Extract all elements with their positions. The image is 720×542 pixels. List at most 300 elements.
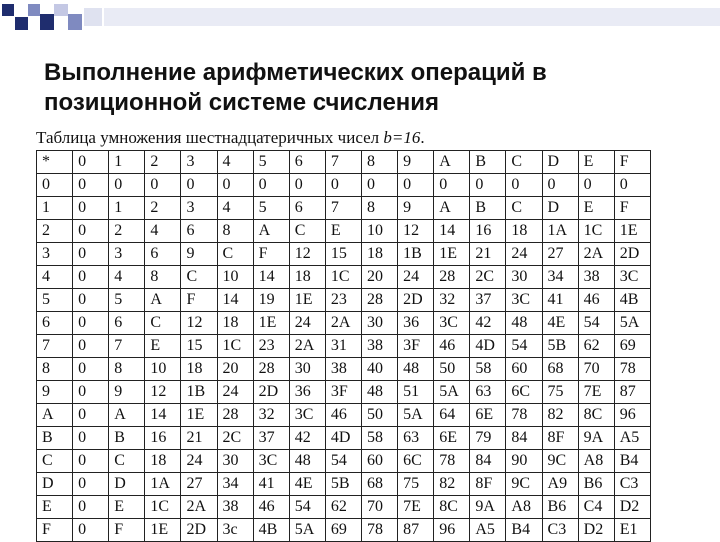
table-cell: 0 [73, 519, 109, 542]
table-cell: 16 [145, 427, 181, 450]
table-cell: 27 [181, 473, 217, 496]
header-cell: 4 [217, 151, 253, 174]
table-cell: 3c [217, 519, 253, 542]
table-cell: 20 [361, 266, 397, 289]
table-cell: E [145, 335, 181, 358]
square-decoration [40, 14, 54, 30]
table-cell: 46 [434, 335, 470, 358]
table-cell: 28 [361, 289, 397, 312]
table-cell: 30 [217, 450, 253, 473]
table-cell: 8F [470, 473, 506, 496]
table-cell: 63 [470, 381, 506, 404]
table-cell: 1B [398, 243, 434, 266]
table-cell: 4E [542, 312, 578, 335]
table-cell: 37 [470, 289, 506, 312]
table-cell: B6 [542, 496, 578, 519]
table-cell: 3C [289, 404, 325, 427]
table-cell: 96 [434, 519, 470, 542]
table-cell: 9C [506, 473, 542, 496]
table-cell: 0 [181, 174, 217, 197]
table-cell: 0 [73, 266, 109, 289]
table-cell: 1C [325, 266, 361, 289]
table-cell: 24 [217, 381, 253, 404]
caption-text: Таблица умножения шестнадцатеричных чисел [36, 128, 384, 147]
table-cell: 62 [578, 335, 614, 358]
table-cell: B [109, 427, 145, 450]
table-cell: E1 [614, 519, 650, 542]
square-decoration [28, 4, 40, 16]
table-cell: C4 [578, 496, 614, 519]
row-header-cell: 5 [37, 289, 73, 312]
table-cell: 3F [398, 335, 434, 358]
square-decoration [104, 8, 720, 26]
table-cell: 2 [145, 197, 181, 220]
table-cell: 0 [361, 174, 397, 197]
decorative-squares-bar [0, 0, 720, 34]
table-cell: 38 [578, 266, 614, 289]
table-cell: 38 [217, 496, 253, 519]
table-cell: 6C [506, 381, 542, 404]
table-cell: 5A [398, 404, 434, 427]
table-row [37, 496, 651, 519]
table-cell: 18 [289, 266, 325, 289]
table-cell: 1 [109, 197, 145, 220]
table-cell: 58 [361, 427, 397, 450]
table-cell: 18 [361, 243, 397, 266]
table-cell: 8 [145, 266, 181, 289]
table-cell: 2A [181, 496, 217, 519]
table-cell: A8 [506, 496, 542, 519]
table-cell: 14 [145, 404, 181, 427]
table-cell: 0 [325, 174, 361, 197]
table-cell: 10 [361, 220, 397, 243]
table-cell: 37 [253, 427, 289, 450]
table-row [37, 312, 651, 335]
table-cell: 19 [253, 289, 289, 312]
header-cell: 7 [325, 151, 361, 174]
table-cell: 18 [217, 312, 253, 335]
table-cell: 87 [614, 381, 650, 404]
table-cell: D2 [614, 496, 650, 519]
table-cell: 0 [506, 174, 542, 197]
table-row [37, 197, 651, 220]
table-cell: 46 [325, 404, 361, 427]
table-row [37, 174, 651, 197]
table-cell: 1E [253, 312, 289, 335]
table-row [37, 381, 651, 404]
table-cell: 3C [434, 312, 470, 335]
table-cell: 7E [578, 381, 614, 404]
table-cell: 3C [506, 289, 542, 312]
row-header-cell: C [37, 450, 73, 473]
table-cell: 18 [506, 220, 542, 243]
header-cell: 9 [398, 151, 434, 174]
table-cell: 4D [325, 427, 361, 450]
table-cell: C3 [542, 519, 578, 542]
table-row [37, 450, 651, 473]
table-cell: 48 [506, 312, 542, 335]
square-decoration [84, 8, 102, 26]
header-cell: * [37, 151, 73, 174]
row-header-cell: 4 [37, 266, 73, 289]
header-cell: A [434, 151, 470, 174]
table-cell: 0 [217, 174, 253, 197]
table-cell: 0 [542, 174, 578, 197]
table-row [37, 220, 651, 243]
table-cell: 4E [289, 473, 325, 496]
table-cell: 1C [578, 220, 614, 243]
table-cell: 21 [181, 427, 217, 450]
table-cell: 2A [289, 335, 325, 358]
table-cell: 5B [325, 473, 361, 496]
table-cell: F [253, 243, 289, 266]
table-cell: 4B [253, 519, 289, 542]
table-cell: 62 [325, 496, 361, 519]
table-cell: 28 [217, 404, 253, 427]
table-cell: A9 [542, 473, 578, 496]
table-cell: 0 [470, 174, 506, 197]
table-cell: 24 [398, 266, 434, 289]
table-cell: 78 [434, 450, 470, 473]
table-cell: 70 [361, 496, 397, 519]
header-cell: 1 [109, 151, 145, 174]
table-cell: E [325, 220, 361, 243]
table-cell: 0 [73, 174, 109, 197]
table-cell: 42 [470, 312, 506, 335]
table-cell: 36 [289, 381, 325, 404]
table-row [37, 335, 651, 358]
table-cell: D [542, 197, 578, 220]
table-cell: 23 [325, 289, 361, 312]
table-cell: 46 [578, 289, 614, 312]
table-cell: B4 [506, 519, 542, 542]
table-cell: 0 [73, 381, 109, 404]
table-cell: 78 [614, 358, 650, 381]
table-cell: B4 [614, 450, 650, 473]
table-cell: 7 [325, 197, 361, 220]
table-cell: 5A [614, 312, 650, 335]
table-cell: 14 [253, 266, 289, 289]
row-header-cell: 1 [37, 197, 73, 220]
table-caption [36, 128, 425, 148]
table-cell: 51 [398, 381, 434, 404]
table-cell: 54 [325, 450, 361, 473]
table-cell: 69 [325, 519, 361, 542]
table-cell: 12 [181, 312, 217, 335]
table-cell: 1E [289, 289, 325, 312]
table-cell: 90 [506, 450, 542, 473]
table-cell: 50 [434, 358, 470, 381]
table-cell: 0 [73, 473, 109, 496]
table-cell: C [506, 197, 542, 220]
table-cell: 2D [253, 381, 289, 404]
table-cell: 0 [289, 174, 325, 197]
table-cell: 15 [325, 243, 361, 266]
table-cell: F [181, 289, 217, 312]
table-cell: 2A [578, 243, 614, 266]
header-cell: E [578, 151, 614, 174]
table-cell: D2 [578, 519, 614, 542]
table-cell: 10 [217, 266, 253, 289]
row-header-cell: 3 [37, 243, 73, 266]
table-cell: 1C [145, 496, 181, 519]
table-cell: 6 [181, 220, 217, 243]
table-cell: 75 [398, 473, 434, 496]
row-header-cell: 2 [37, 220, 73, 243]
table-cell: 5 [253, 197, 289, 220]
table-cell: 32 [434, 289, 470, 312]
header-cell: 5 [253, 151, 289, 174]
table-cell: 36 [398, 312, 434, 335]
table-cell: 3 [181, 197, 217, 220]
table-cell: E [578, 197, 614, 220]
table-cell: A [145, 289, 181, 312]
table-cell: 2A [325, 312, 361, 335]
table-cell: C [217, 243, 253, 266]
table-cell: B6 [578, 473, 614, 496]
table-cell: 0 [73, 496, 109, 519]
table-cell: 4 [217, 197, 253, 220]
row-header-cell: 6 [37, 312, 73, 335]
table-cell: D [109, 473, 145, 496]
table-cell: 82 [542, 404, 578, 427]
table-cell: 60 [361, 450, 397, 473]
table-cell: 30 [361, 312, 397, 335]
table-cell: A [434, 197, 470, 220]
table-cell: 1A [145, 473, 181, 496]
table-cell: 0 [73, 404, 109, 427]
caption-suffix: . [420, 128, 425, 147]
table-cell: 5 [109, 289, 145, 312]
table-cell: 54 [578, 312, 614, 335]
table-cell: 18 [145, 450, 181, 473]
header-cell: 6 [289, 151, 325, 174]
table-row [37, 473, 651, 496]
table-cell: A8 [578, 450, 614, 473]
square-decoration [2, 4, 14, 16]
table-cell: C [109, 450, 145, 473]
table-cell: 5B [542, 335, 578, 358]
caption-base: b=16 [383, 128, 421, 147]
table-cell: 46 [253, 496, 289, 519]
table-cell: 0 [578, 174, 614, 197]
table-cell: A5 [470, 519, 506, 542]
table-cell: 6 [109, 312, 145, 335]
table-cell: 9 [398, 197, 434, 220]
table-cell: 9A [470, 496, 506, 519]
table-cell: 78 [361, 519, 397, 542]
table-cell: F [109, 519, 145, 542]
table-cell: 31 [325, 335, 361, 358]
hex-multiplication-table [36, 150, 651, 542]
table-cell: 8 [361, 197, 397, 220]
table-cell: 2C [470, 266, 506, 289]
table-cell: 6 [289, 197, 325, 220]
row-header-cell: A [37, 404, 73, 427]
header-cell: 0 [73, 151, 109, 174]
table-cell: 1E [614, 220, 650, 243]
table-cell: 30 [506, 266, 542, 289]
row-header-cell: 9 [37, 381, 73, 404]
table-cell: 6E [470, 404, 506, 427]
table-cell: 20 [217, 358, 253, 381]
table-cell: 79 [470, 427, 506, 450]
table-row [37, 404, 651, 427]
row-header-cell: F [37, 519, 73, 542]
table-cell: 68 [542, 358, 578, 381]
table-cell: 6E [434, 427, 470, 450]
row-header-cell: 0 [37, 174, 73, 197]
table-cell: 2 [109, 220, 145, 243]
table-cell: 54 [289, 496, 325, 519]
table-cell: 63 [398, 427, 434, 450]
table-cell: 14 [434, 220, 470, 243]
table-cell: 0 [145, 174, 181, 197]
table-cell: A5 [614, 427, 650, 450]
slide-title: Выполнение арифметических операций в позиционной системе счисления [44, 59, 547, 116]
table-cell: 1E [181, 404, 217, 427]
square-decoration [68, 14, 82, 30]
table-cell: 0 [73, 312, 109, 335]
header-cell: 8 [361, 151, 397, 174]
table-cell: 32 [253, 404, 289, 427]
table-cell: 3 [109, 243, 145, 266]
table-cell: 42 [289, 427, 325, 450]
table-cell: 8 [217, 220, 253, 243]
table-cell: 4 [145, 220, 181, 243]
table-cell: 12 [398, 220, 434, 243]
table-cell: 30 [289, 358, 325, 381]
table-cell: 1B [181, 381, 217, 404]
table-cell: 78 [506, 404, 542, 427]
header-cell: 2 [145, 151, 181, 174]
table-cell: 24 [181, 450, 217, 473]
table-cell: F [614, 197, 650, 220]
table-row [37, 358, 651, 381]
table-cell: 0 [614, 174, 650, 197]
table-cell: 23 [253, 335, 289, 358]
table-cell: 24 [506, 243, 542, 266]
table-cell: 5A [434, 381, 470, 404]
row-header-cell: 7 [37, 335, 73, 358]
table-row [37, 427, 651, 450]
table-cell: 0 [253, 174, 289, 197]
table-cell: 4 [109, 266, 145, 289]
header-cell: F [614, 151, 650, 174]
table-cell: 15 [181, 335, 217, 358]
table-cell: 48 [289, 450, 325, 473]
header-cell: D [542, 151, 578, 174]
table-cell: A [109, 404, 145, 427]
table-cell: 3F [325, 381, 361, 404]
table-cell: 2D [614, 243, 650, 266]
table-cell: 0 [398, 174, 434, 197]
header-cell: C [506, 151, 542, 174]
table-cell: 38 [361, 335, 397, 358]
table-cell: B [470, 197, 506, 220]
table-cell: 4D [470, 335, 506, 358]
table-cell: 7 [109, 335, 145, 358]
table-cell: 9C [542, 450, 578, 473]
table-cell: 58 [470, 358, 506, 381]
table-cell: 0 [73, 197, 109, 220]
table-row [37, 243, 651, 266]
table-row [37, 289, 651, 312]
table-cell: 34 [542, 266, 578, 289]
table-cell: 1C [217, 335, 253, 358]
table-cell: 12 [145, 381, 181, 404]
table-cell: 0 [434, 174, 470, 197]
table-cell: 50 [361, 404, 397, 427]
table-cell: 5A [289, 519, 325, 542]
table-cell: 0 [73, 335, 109, 358]
table-cell: 1E [145, 519, 181, 542]
table-cell: 34 [217, 473, 253, 496]
table-cell: 12 [289, 243, 325, 266]
table-cell: 6 [145, 243, 181, 266]
table-cell: 1E [434, 243, 470, 266]
table-cell: 9 [109, 381, 145, 404]
table-cell: 3C [614, 266, 650, 289]
header-cell: B [470, 151, 506, 174]
table-cell: 38 [325, 358, 361, 381]
row-header-cell: E [37, 496, 73, 519]
table-cell: 82 [434, 473, 470, 496]
table-cell: 0 [73, 243, 109, 266]
table-cell: 16 [470, 220, 506, 243]
square-decoration [15, 17, 28, 30]
table-cell: 14 [217, 289, 253, 312]
row-header-cell: D [37, 473, 73, 496]
table-cell: 0 [73, 427, 109, 450]
table-cell: 8C [434, 496, 470, 519]
table-cell: 69 [614, 335, 650, 358]
table-cell: 54 [506, 335, 542, 358]
table-cell: 21 [470, 243, 506, 266]
table-cell: 84 [506, 427, 542, 450]
square-decoration [54, 4, 68, 16]
table-cell: 0 [73, 220, 109, 243]
table-cell: 2D [181, 519, 217, 542]
table-cell: 68 [361, 473, 397, 496]
table-cell: C [181, 266, 217, 289]
table-cell: C [289, 220, 325, 243]
table-row [37, 519, 651, 542]
table-cell: 3C [253, 450, 289, 473]
table-cell: 9 [181, 243, 217, 266]
table-cell: 10 [145, 358, 181, 381]
table-cell: 8 [109, 358, 145, 381]
table-cell: 8F [542, 427, 578, 450]
table-cell: 0 [73, 358, 109, 381]
table-cell: 24 [289, 312, 325, 335]
table-cell: 64 [434, 404, 470, 427]
table-row [37, 266, 651, 289]
table-cell: 41 [542, 289, 578, 312]
table-cell: 70 [578, 358, 614, 381]
row-header-cell: 8 [37, 358, 73, 381]
header-cell: 3 [181, 151, 217, 174]
table-cell: 84 [470, 450, 506, 473]
table-cell: 9A [578, 427, 614, 450]
table-cell: 7E [398, 496, 434, 519]
table-cell: C [145, 312, 181, 335]
table-cell: 6C [398, 450, 434, 473]
table-cell: 0 [73, 450, 109, 473]
table-cell: 27 [542, 243, 578, 266]
table-cell: A [253, 220, 289, 243]
table-cell: 8C [578, 404, 614, 427]
